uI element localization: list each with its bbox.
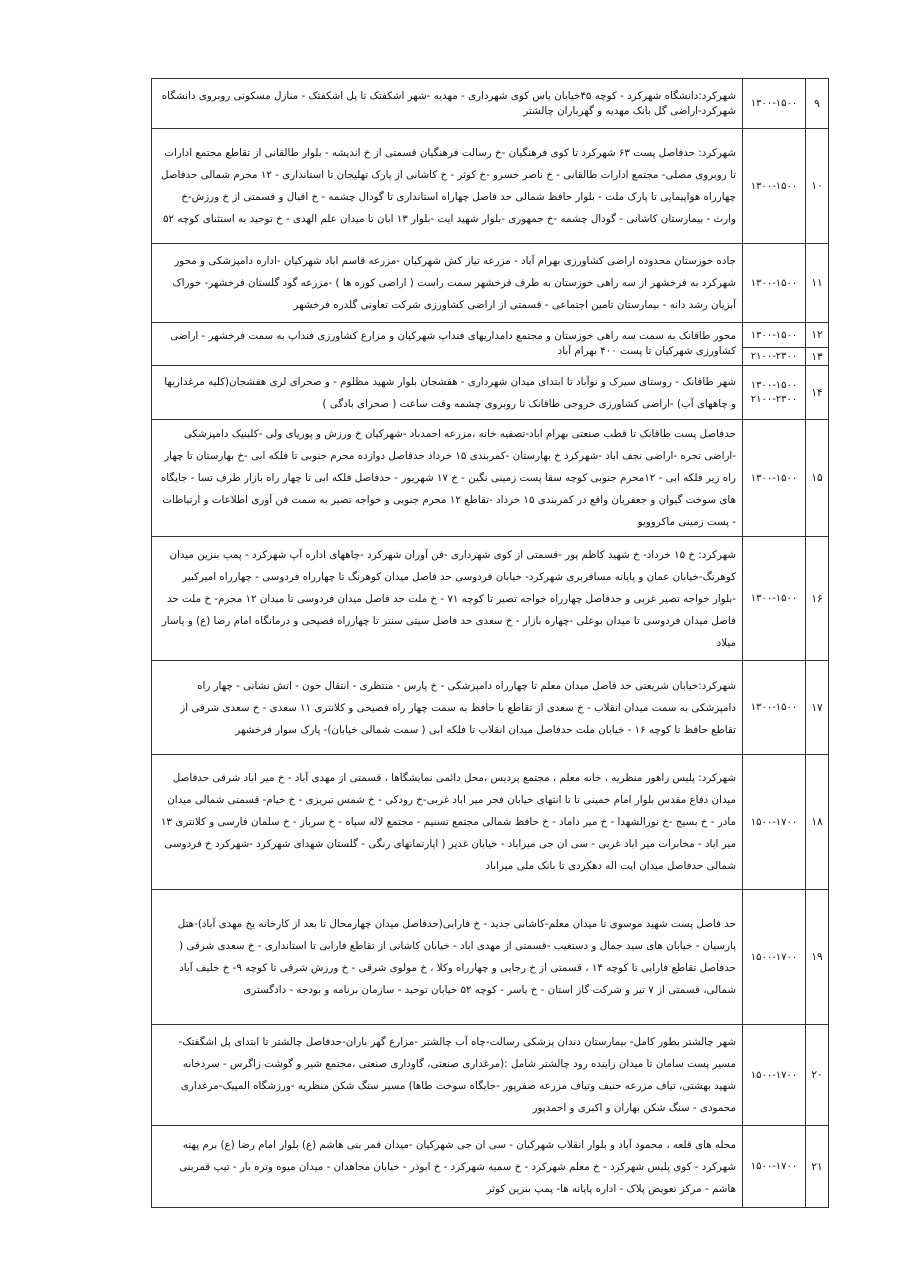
row-number: ۲۱ bbox=[806, 1126, 829, 1208]
table-row bbox=[152, 1025, 829, 1126]
area-description: جاده خوزستان محدوده اراضی کشاورزی بهرام آباد - مزرعه تیاز کش شهرکیان -مزرعه قاسم اباد شهرکیان -اداره دامپزشکی و محور شهرکرد به فرخشهر از سه راهی خوزستان به طرف فرخشهر سمت راست ( اراضی کوره ها ) -مزرعه گود گلستان فرخشهر- خوراک آبزیان رشد دانه - بیمارستان تامین اجتماعی - قسمتی از اراضی کشاورزی شرکت تعاونی گلدره فرخشهر bbox=[152, 244, 743, 323]
time-slot: ۱۵۰۰-۱۷۰۰ bbox=[743, 755, 806, 890]
area-description: محور طاقانک به سمت سه راهی خوزستان و مجتمع دامداریهای فنداپ شهرکیان و مزارع کشاورزی فنداپ به سمت فرخشهر - اراضی کشاورزی شهرکیان تا پست ۴۰۰ بهرام آباد bbox=[152, 323, 743, 366]
time-slot: ۱۳۰۰-۱۵۰۰ bbox=[743, 79, 806, 129]
time-slot-pair bbox=[743, 366, 806, 420]
area-description: شهرکرد:دانشگاه شهرکرد - کوچه ۴۵خیابان یاس کوی شهرداری - مهدیه -شهر اشکفتک تا پل اشکفتک - منازل مسکونی روبروی دانشگاه شهرکرد-اراضی گل بانک مهدیه و گهرباران چالشتر bbox=[152, 79, 743, 129]
row-number: ۲۰ bbox=[806, 1025, 829, 1126]
row-number: ۱۹ bbox=[806, 890, 829, 1025]
table-row bbox=[152, 79, 829, 129]
row-number: ۱۷ bbox=[806, 661, 829, 755]
row-number: ۱۱ bbox=[806, 244, 829, 323]
row-number: ۱۶ bbox=[806, 537, 829, 661]
time-slot: ۱۵۰۰-۱۷۰۰ bbox=[743, 1126, 806, 1208]
table-row bbox=[152, 1126, 829, 1208]
row-number: ۱۰ bbox=[806, 129, 829, 244]
table-row bbox=[152, 129, 829, 244]
time-slot: ۱۳۰۰-۱۵۰۰ bbox=[743, 323, 806, 348]
time-slot: ۱۳۰۰-۱۵۰۰ bbox=[750, 379, 798, 391]
table-row bbox=[152, 890, 829, 1025]
row-number: ۱۲ bbox=[806, 323, 829, 348]
area-description: حد فاصل پست شهید موسوی تا میدان معلم-کاشانی جدید - خ فارابی(حدفاصل میدان چهارمحال تا بعد از کارخانه یخ مهدی آباد)-هتل پارسیان - خیابان های سید جمال و دستغیب -قسمتی از مهدی اباد - خیابان کاشانی از تقاطع فارابی تا استانداری - خ سعدی شرقی ( حدفاصل تقاطع فارابی تا کوچه ۱۴ ، قسمتی از خ رجایی و چهارراه وکلا ، خ مولوی شرقی - خ ورزش شرقی تا کوچه ۹- خ خلیف آباد شمالی، قسمتی از ۷ تیر و شرکت گاز استان - خ یاسر - کوچه ۵۲ خیابان توحید - سازمان برنامه و بودجه - دادگستری bbox=[152, 890, 743, 1025]
table-row bbox=[152, 755, 829, 890]
time-slot: ۱۳۰۰-۱۵۰۰ bbox=[743, 537, 806, 661]
area-description: شهرکرد: خ ۱۵ خرداد- خ شهید کاظم پور -قسمتی از کوی شهرداری -فن آوران شهرکرد -چاههای اداره آپ شهرکرد - پمپ بنزین میدان کوهرنگ-خیابان عمان و پایانه مسافربری شهرکرد- خیابان فردوسی حد فاصل میدان کوهرنگ تا چهارراه فردوسی - چهارراه امیرکبیر -بلوار خواجه تصیر غربی و حدفاصل چهارراه خواجه تصیر تا کوچه ۷۱ - خ ملت حد فاصل میدان فردوسی تا میدان ۱۲ محرم- خ ملت حد فاصل میدان فردوسی تا میدان بوعلی -چهاره بازار - خ سعدی حد فاصل سیتی سنتر تا چهارراه فصیحی و درمانگاه امام رضا (ع) و یاسار میلاد bbox=[152, 537, 743, 661]
area-description: شهر طاقانک - روستای سیرک و نوآباد تا ابتدای میدان شهرداری - هفشجان بلوار شهید مظلوم - و صحرای لری هفشجان(کلیه مرغداریها و چاههای آب) -اراضی کشاورزی خروجی طاقانک تا روبروی چشمه وقت ساعت ( صحرای بادگی ) bbox=[152, 366, 743, 420]
table-row bbox=[152, 537, 829, 661]
row-number: ۱۴ bbox=[806, 366, 829, 420]
area-description: حدفاصل پست طاقانک تا قطب صنعتی بهرام اباد-تصفیه خانه ،مزرعه احمدباد -شهرکیان خ ورزش و پوریای ولی -کلینیک دامپزشکی -اراضی تجره -اراضی نجف اباد -شهرکرد خ بهارستان -کمربندی ۱۵ خرداد حدفاصل دوازده محرم جنوبی تا فلکه ابی -خ بهارستان تا چهار راه زیر فلکه ابی - ۱۲محرم جنوبی کوچه سقا پست زمینی نگین - خ ۱۷ شهریور - حدفاصل فلکه ابی تا چهار راه بازار طرف تسا - جایگاه های سوخت گیوان و جعفریان واقع در کمربندی ۱۵ خرداد -تقاطع ۱۲ محرم جنوبی و خواجه تصیر به سمت فن آوری اطلاعات و ارتباطات - پست زمینی ماکروویو bbox=[152, 420, 743, 537]
table-row bbox=[152, 661, 829, 755]
row-number: ۹ bbox=[806, 79, 829, 129]
row-number: ۱۵ bbox=[806, 420, 829, 537]
area-description: شهرکرد: پلیس راهور منظریه ، خانه معلم ، مجتمع پردیس ،محل دائمی نمایشگاها ، قسمتی از مهدی آباد - خ میر اباد شرقی حدفاصل میدان دفاع مقدس بلوار امام خمینی تا تا انتهای خیابان فجر میر اباد غربی-خ رودکی - خ شمس تبریزی - خ خیام- قسمتی شمالی میدان مادر - خ بسیج -خ نورالشهدا - خ میر داماد - خ حافظ شمالی مجتمع تسنیم - مجتمع لاله سپاه - خ سرباز - خ سلمان فارسی و کلانتری ۱۳ میر اباد - مخابرات میر اباد غربی - سی ان جی میراباد - خیابان غدیر ( اپارتمانهای رنگی - گلستان شهدای شهرکرد -شهرکرد خ فردوسی شمالی حدفاصل میدان ایت اله دهکردی تا بانک ملی میراباد bbox=[152, 755, 743, 890]
time-slot: ۱۳۰۰-۱۵۰۰ bbox=[743, 661, 806, 755]
outage-schedule-table bbox=[151, 78, 829, 1208]
time-slot-second: ۲۱۰۰-۲۳۰۰ bbox=[750, 393, 798, 405]
area-description: شهرکرد:خیابان شریعتی حد فاصل میدان معلم تا چهارراه دامپزشکی - خ پارس - منتظری - انتقال خون - اتش نشانی - چهار راه دامپزشکی به سمت میدان انقلاب - خ سعدی از تقاطع با حافظ به سمت چهار راه فصیحی و کلانتری ۱۱ سعدی - خ سعدی شرقی از تقاطع حافظ تا کوچه ۱۶ - خیابان ملت حدفاصل میدان انقلاب تا فلکه ابی ( سمت شمالی خیابان)- پارک سوار فرخشهر bbox=[152, 661, 743, 755]
time-slot: ۱۳۰۰-۱۵۰۰ bbox=[743, 244, 806, 323]
table-row bbox=[152, 420, 829, 537]
area-description: محله های قلعه ، محمود آباد و بلوار انقلاب شهرکیان - سی ان جی شهرکیان -میدان قمر بنی هاشم (ع) بلوار امام رضا (ع) برم پهنه شهرکرد - کوی پلیس شهرکرد - خ معلم شهرکرد - خ سمیه شهرکرد - خ ابوذر - خیابان مجاهدان - میدان میوه وتره بار - تیپ قمربنی هاشم - مرکز تعویض پلاک - اداره پایانه ها- پمپ بنزین کوثر bbox=[152, 1126, 743, 1208]
time-slot: ۱۳۰۰-۱۵۰۰ bbox=[743, 420, 806, 537]
row-number: ۱۳ bbox=[806, 348, 829, 366]
table-row bbox=[152, 366, 829, 420]
time-slot: ۱۵۰۰-۱۷۰۰ bbox=[743, 1025, 806, 1126]
row-number: ۱۸ bbox=[806, 755, 829, 890]
time-slot: ۱۳۰۰-۱۵۰۰ bbox=[743, 129, 806, 244]
area-description: شهرکرد: حدفاصل پست ۶۳ شهرکرد تا کوی فرهنگیان -خ رسالت فرهنگیان قسمتی از خ اندیشه - بلوار طالقانی از تقاطع مجتمع ادارات تا روبروی مصلی- مجتمع ادارات طالقانی - خ ناصر خسرو -خ کوثر - خ کاشانی از پارک تهلیجان تا استانداری - ۱۲ محرم شمالی حدفاصل چهارراه هواپیمایی تا پارک ملت - بلوار حافظ شمالی حد فاصل چهاراه استانداری تا گودال چشمه - خ اقبال و قسمتی از خ ورزش-خ وارث - بیمارستان کاشانی - گودال چشمه -خ جمهوری -بلوار شهید ایت -بلوار ۱۳ ابان تا میدان علم الهدی - خ توحید به استثنای کوچه ۵۲ bbox=[152, 129, 743, 244]
area-description: شهر چالشتر بطور کامل- بیمارستان دندان پزشکی رسالت-چاه آب چالشتر -مزارع گهر باران-حدفاصل چالشتر تا ابتدای پل اشگفتک-مسیر پست سامان تا میدان زاینده رود چالشتر شامل :(مرغداری صنعتی، گاوداری صنعتی ،مجتمع شیر و گوشت زاگرس - سردخانه شهید بهشتی، تیاف مزرعه حنیف وتیاف مزرعه صفرپور -جایگاه سوخت طاها) مسیر سنگ شکن منظریه -ورزشگاه المپیک-مرغداری محمودی - سنگ شکن بهاران و اکبری و احمدپور bbox=[152, 1025, 743, 1126]
table-row bbox=[152, 323, 829, 348]
time-slot: ۲۱۰۰-۲۳۰۰ bbox=[743, 348, 806, 366]
table-row bbox=[152, 244, 829, 323]
time-slot: ۱۵۰۰-۱۷۰۰ bbox=[743, 890, 806, 1025]
